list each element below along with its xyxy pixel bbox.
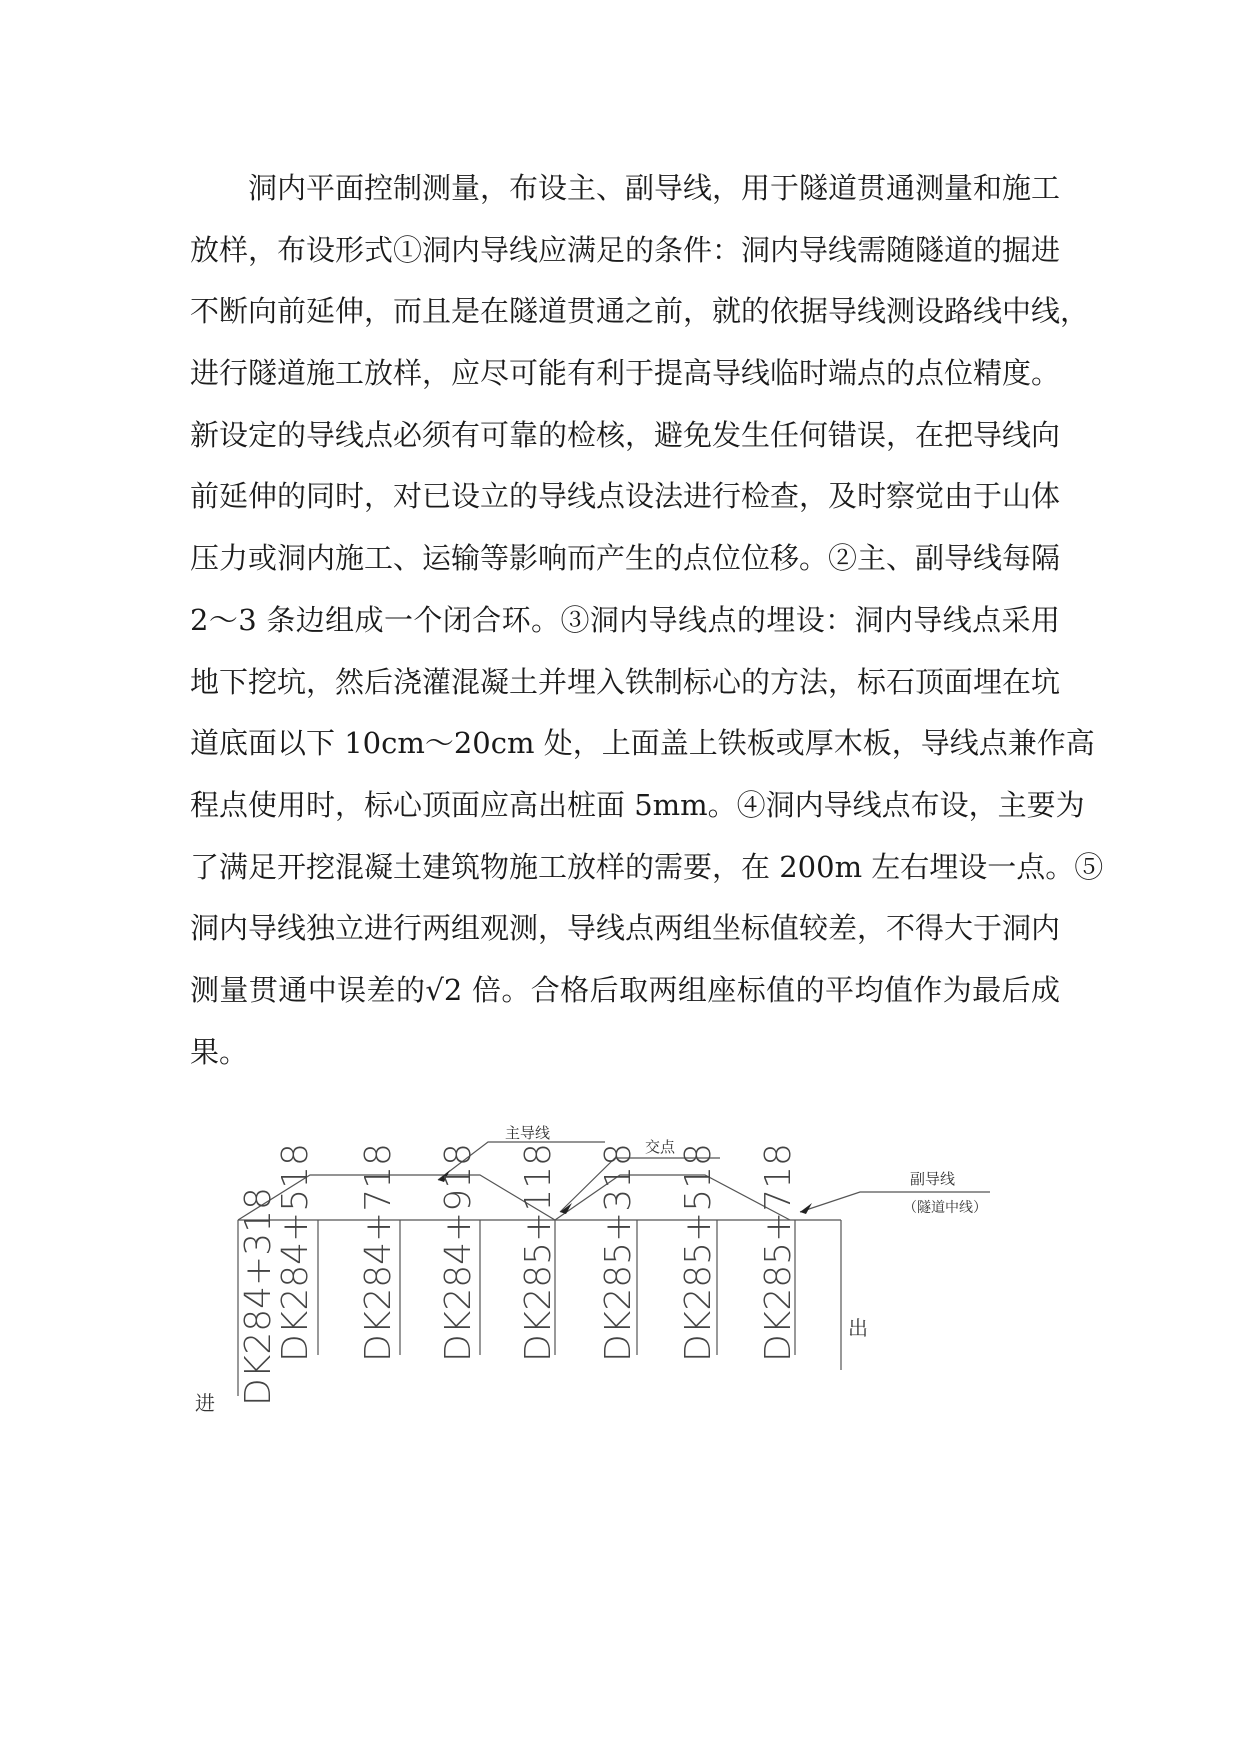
stake-label: DK284+518	[275, 1143, 316, 1362]
paragraph-line: 洞内平面控制测量，布设主、副导线，用于隧道贯通测量和施工	[248, 171, 1061, 205]
main-traverse-label: 主导线	[505, 1124, 551, 1142]
tunnel-entrance-label: 进	[195, 1391, 215, 1415]
paragraph-line: 了满足开挖混凝土建筑物施工放样的需要，在 200m 左右埋设一点。⑤	[190, 849, 1104, 884]
stake-label: DK285+518	[678, 1143, 719, 1362]
paragraph-line: 果。	[190, 1034, 249, 1069]
intersection-label: 交点	[645, 1138, 676, 1156]
paragraph-line: 不断向前延伸，而且是在隧道贯通之前，就的依据导线测设路线中线，	[190, 294, 1090, 329]
paragraph-line: 洞内导线独立进行两组观测，导线点两组坐标值较差，不得大于洞内	[190, 911, 1061, 946]
stake-label: DK285+118	[518, 1143, 559, 1362]
paragraph-line: 测量贯通中误差的√2 倍。合格后取两组座标值的平均值作为最后成	[190, 972, 1060, 1007]
paragraph-line: 新设定的导线点必须有可靠的检核，避免发生任何错误，在把导线向	[190, 417, 1061, 452]
paragraph-line: 2～3 条边组成一个闭合环。③洞内导线点的埋设：洞内导线点采用	[190, 602, 1060, 637]
paragraph-line: 进行隧道施工放样，应尽可能有利于提高导线临时端点的点位精度。	[190, 356, 1061, 391]
stake-label: DK284+718	[358, 1143, 399, 1362]
tunnel-centerline-label: （隧道中线）	[903, 1200, 987, 1216]
stake-label: DK284+318	[238, 1187, 279, 1406]
paragraph-line: 道底面以下 10cm～20cm 处，上面盖上铁板或厚木板，导线点兼作高	[190, 726, 1095, 761]
paragraph-line: 程点使用时，标心顶面应高出桩面 5mm。④洞内导线点布设，主要为	[190, 787, 1085, 822]
paragraph-line: 前延伸的同时，对已设立的导线点设法进行检查，及时察觉由于山体	[190, 479, 1061, 514]
paragraph-line: 放样，布设形式①洞内导线应满足的条件：洞内导线需随隧道的掘进	[190, 232, 1061, 267]
paragraph-line: 地下挖坑，然后浇灌混凝土并埋入铁制标心的方法，标石顶面埋在坑	[190, 664, 1061, 699]
paragraph-line: 压力或洞内施工、运输等影响而产生的点位位移。②主、副导线每隔	[190, 541, 1061, 576]
arrow-marker	[560, 1203, 572, 1214]
stake-label: DK285+718	[758, 1143, 799, 1362]
stake-label: DK285+318	[598, 1143, 639, 1362]
tunnel-exit-label: 出	[848, 1316, 868, 1340]
stake-label: DK284+918	[438, 1143, 479, 1362]
secondary-traverse-label: 副导线	[910, 1170, 956, 1188]
